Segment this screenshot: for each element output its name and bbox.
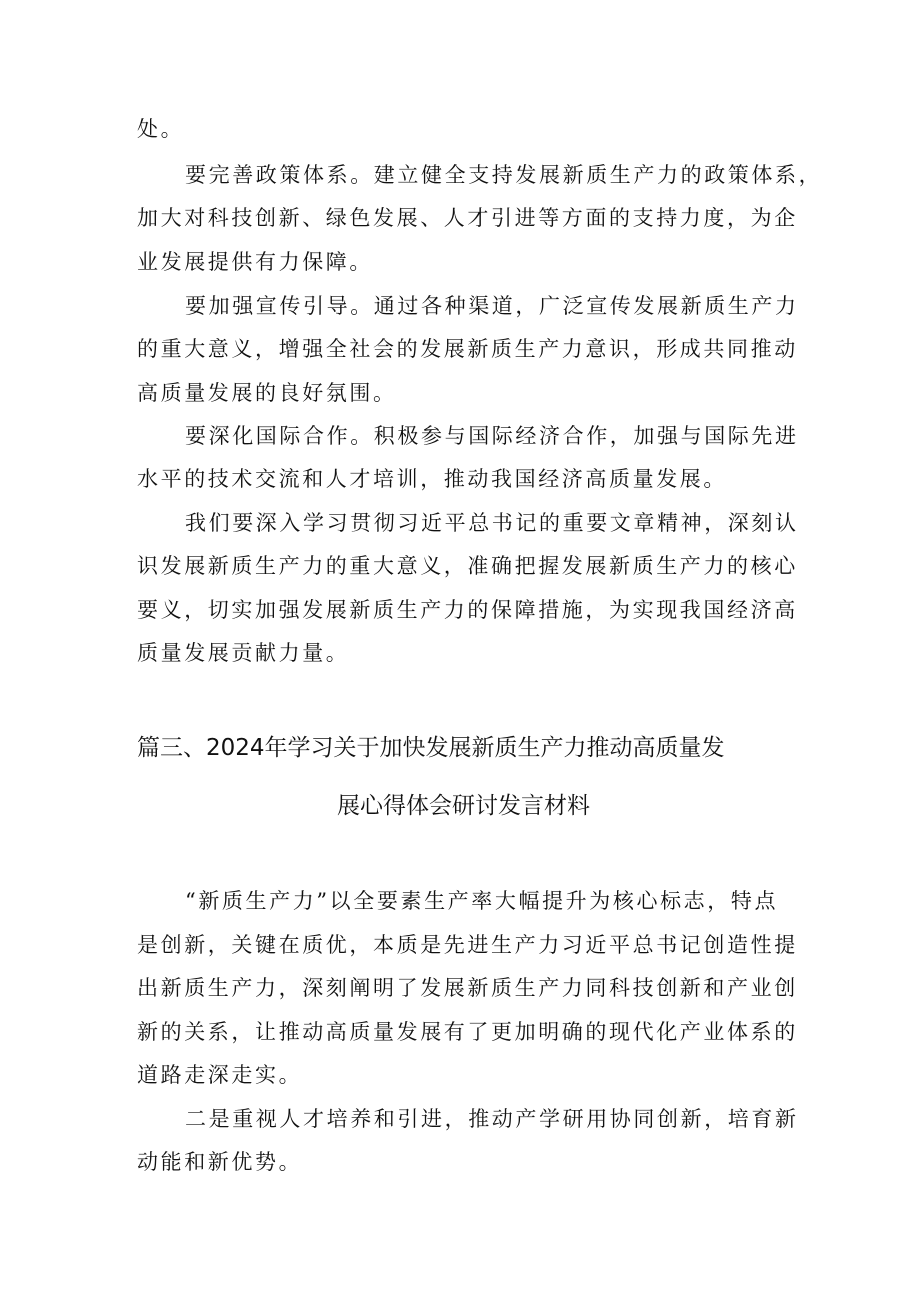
paragraph-intro-line-4: 新的关系，让推动高质量发展有了更加明确的现代化产业体系的 <box>137 1020 798 1044</box>
paragraph-international-line-1: 要深化国际合作。积极参与国际经济合作，加强与国际先进 <box>185 424 799 448</box>
paragraph-policy-line-2: 加大对科技创新、绿色发展、人才引进等方面的支持力度，为企 <box>137 206 798 230</box>
paragraph-policy-line-3: 业发展提供有力保障。 <box>137 250 373 274</box>
paragraph-talent-line-2: 动能和新优势。 <box>137 1150 303 1174</box>
paragraph-conclusion-line-2: 识发展新质生产力的重大意义，准确把握发展新质生产力的核心 <box>137 554 798 578</box>
paragraph-intro-line-5: 道路走深走实。 <box>137 1063 303 1087</box>
paragraph-conclusion-line-1: 我们要深入学习贯彻习近平总书记的重要文章精神，深刻认 <box>185 511 799 535</box>
paragraph-international-line-2: 水平的技术交流和人才培训，推动我国经济高质量发展。 <box>137 467 727 491</box>
paragraph-policy-line-1: 要完善政策体系。建立健全支持发展新质生产力的政策体系， <box>185 163 823 187</box>
paragraph-intro-line-3: 出新质生产力，深刻阐明了发展新质生产力同科技创新和产业创 <box>137 976 798 1000</box>
paragraph-conclusion-line-4: 质量发展贡献力量。 <box>137 641 350 665</box>
paragraph-conclusion-line-3: 要义，切实加强发展新质生产力的保障措施，为实现我国经济高 <box>137 598 798 622</box>
paragraph-publicity-line-3: 高质量发展的良好氛围。 <box>137 381 397 405</box>
section-heading-line-2: 展心得体会研讨发言材料 <box>337 793 590 819</box>
paragraph-intro-line-2: 是创新，关键在质优，本质是先进生产力习近平总书记创造性提 <box>137 933 798 957</box>
paragraph-publicity-line-2: 的重大意义，增强全社会的发展新质生产力意识，形成共同推动 <box>137 337 798 361</box>
paragraph-talent-line-1: 二是重视人才培养和引进，推动产学研用协同创新，培育新 <box>185 1107 799 1131</box>
paragraph-publicity-line-1: 要加强宣传引导。通过各种渠道，广泛宣传发展新质生产力 <box>185 294 799 318</box>
section-heading-line-1: 篇三、2024年学习关于加快发展新质生产力推动高质量发 <box>137 735 725 761</box>
paragraph-intro-line-1: “新质生产力”以全要素生产率大幅提升为核心标志，特点 <box>185 889 779 913</box>
paragraph-continuation: 处。 <box>137 117 185 141</box>
